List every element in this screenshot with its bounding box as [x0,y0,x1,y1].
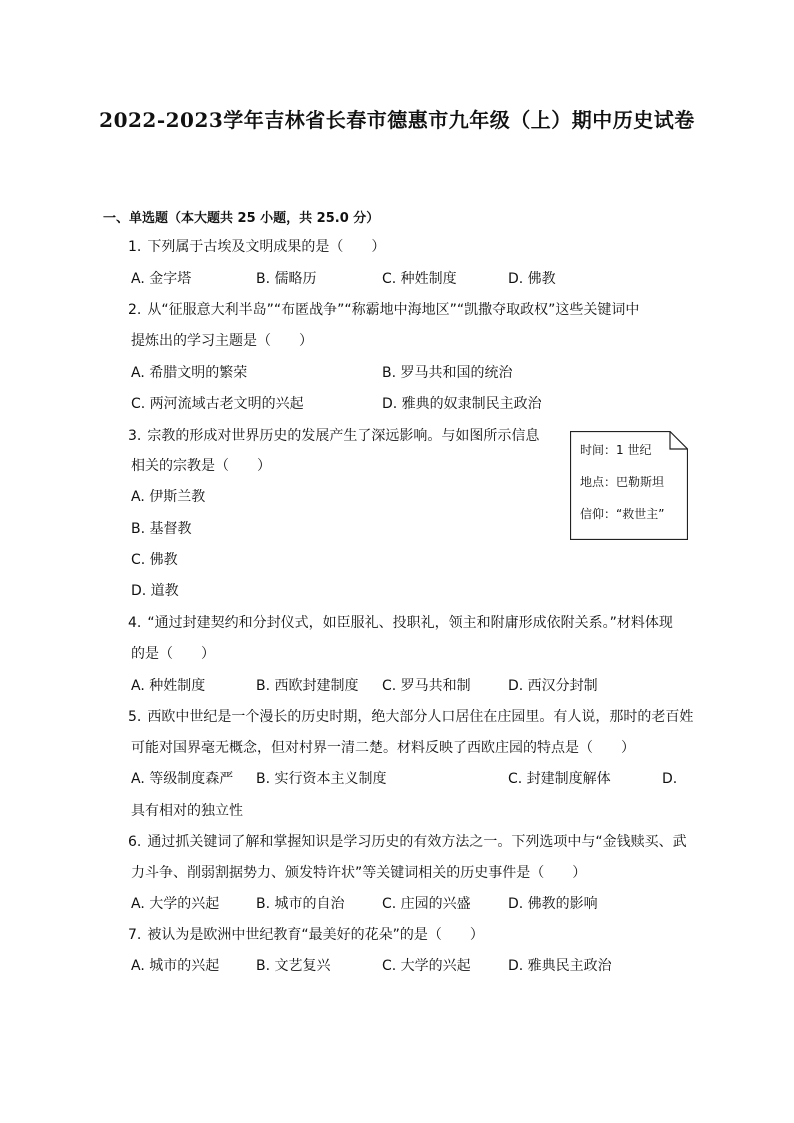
question-7-stem [128,926,484,944]
question-1-stem [128,238,385,256]
option-c[interactable]: C. 两河流域古老文明的兴起 [131,396,304,412]
option-c[interactable]: C. 罗马共和制 [382,678,471,694]
info-card [570,431,688,540]
option-a[interactable]: A. 希腊文明的繁荣 [131,365,248,381]
option-d[interactable]: D. 雅典民主政治 [508,958,612,974]
option-d-text[interactable]: 具有相对的独立性 [131,803,243,819]
question-text: 西欧中世纪是一个漫长的历史时期，绝大部分人口居住在庄园里。有人说，那时的老百姓 [147,709,694,725]
option-a[interactable]: A. 伊斯兰教 [131,489,206,505]
question-6-stem [128,833,687,851]
question-6-stem-cont: 力斗争、削弱割据势力、颁发特许状”等关键词相关的历史事件是（ ） [131,865,587,881]
question-number: 5. [128,709,142,725]
option-d[interactable]: D. 西汉分封制 [508,678,598,694]
exam-title: 2022-2023学年吉林省长春市德惠市九年级（上）期中历史试卷 [99,108,695,132]
card-place: 地点：巴勒斯坦 [580,475,665,489]
question-number: 7. [128,927,142,943]
option-b[interactable]: B. 西欧封建制度 [256,678,359,694]
question-text: 从“征服意大利半岛”“布匿战争”“称霸地中海地区”“凯撒夺取政权”这些关键词中 [147,302,640,318]
option-c[interactable]: C. 种姓制度 [382,271,457,287]
option-c[interactable]: C. 大学的兴起 [382,958,471,974]
question-2-stem-cont: 提炼出的学习主题是（ ） [131,333,313,349]
question-number: 3. [128,428,142,444]
option-a[interactable]: A. 城市的兴起 [131,958,220,974]
question-number: 4. [128,615,142,631]
question-text: 通过抓关键词了解和掌握知识是学习历史的有效方法之一。下列选项中与“金钱赎买、武 [147,834,687,850]
option-a[interactable]: A. 种姓制度 [131,678,206,694]
question-4-stem-cont: 的是（ ） [131,646,215,662]
question-text: 下列属于古埃及文明成果的是（ ） [147,239,386,255]
card-time: 时间：1 世纪 [580,443,652,457]
section-heading: 一、单选题（本大题共 25 小题，共 25.0 分） [103,211,380,226]
question-2-stem [128,301,639,319]
option-a[interactable]: A. 等级制度森严 [131,771,234,787]
option-b[interactable]: B. 罗马共和国的统治 [382,365,513,381]
option-b[interactable]: B. 城市的自治 [256,896,345,912]
question-number: 1. [128,239,142,255]
question-text: “通过封建契约和分封仪式，如臣服礼、投职礼，领主和附庸形成依附关系。”材料体现 [147,615,673,631]
option-d[interactable]: D. 佛教的影响 [508,896,598,912]
question-text: 宗教的形成对世界历史的发展产生了深远影响。与如图所示信息 [147,428,540,444]
option-b[interactable]: B. 儒略历 [256,271,317,287]
option-a[interactable]: A. 金字塔 [131,271,192,287]
option-d[interactable]: D. [662,771,678,787]
option-d[interactable]: D. 佛教 [508,271,556,287]
option-b[interactable]: B. 基督教 [131,521,192,537]
option-c[interactable]: C. 庄园的兴盛 [382,896,471,912]
question-number: 6. [128,834,142,850]
question-3-stem [128,427,539,445]
question-5-stem-cont: 可能对国界毫无概念，但对村界一清二楚。材料反映了西欧庄园的特点是（ ） [131,740,635,756]
option-d[interactable]: D. 道教 [131,583,179,599]
question-3-stem-cont: 相关的宗教是（ ） [131,458,271,474]
option-c[interactable]: C. 封建制度解体 [508,771,611,787]
option-a[interactable]: A. 大学的兴起 [131,896,220,912]
question-5-stem [128,708,693,726]
option-b[interactable]: B. 文艺复兴 [256,958,331,974]
question-4-stem [128,614,673,632]
card-belief: 信仰：“救世主” [580,507,665,521]
option-b[interactable]: B. 实行资本主义制度 [256,771,387,787]
question-number: 2. [128,302,142,318]
option-c[interactable]: C. 佛教 [131,552,178,568]
option-d[interactable]: D. 雅典的奴隶制民主政治 [382,396,542,412]
question-text: 被认为是欧洲中世纪教育“最美好的花朵”的是（ ） [147,927,484,943]
